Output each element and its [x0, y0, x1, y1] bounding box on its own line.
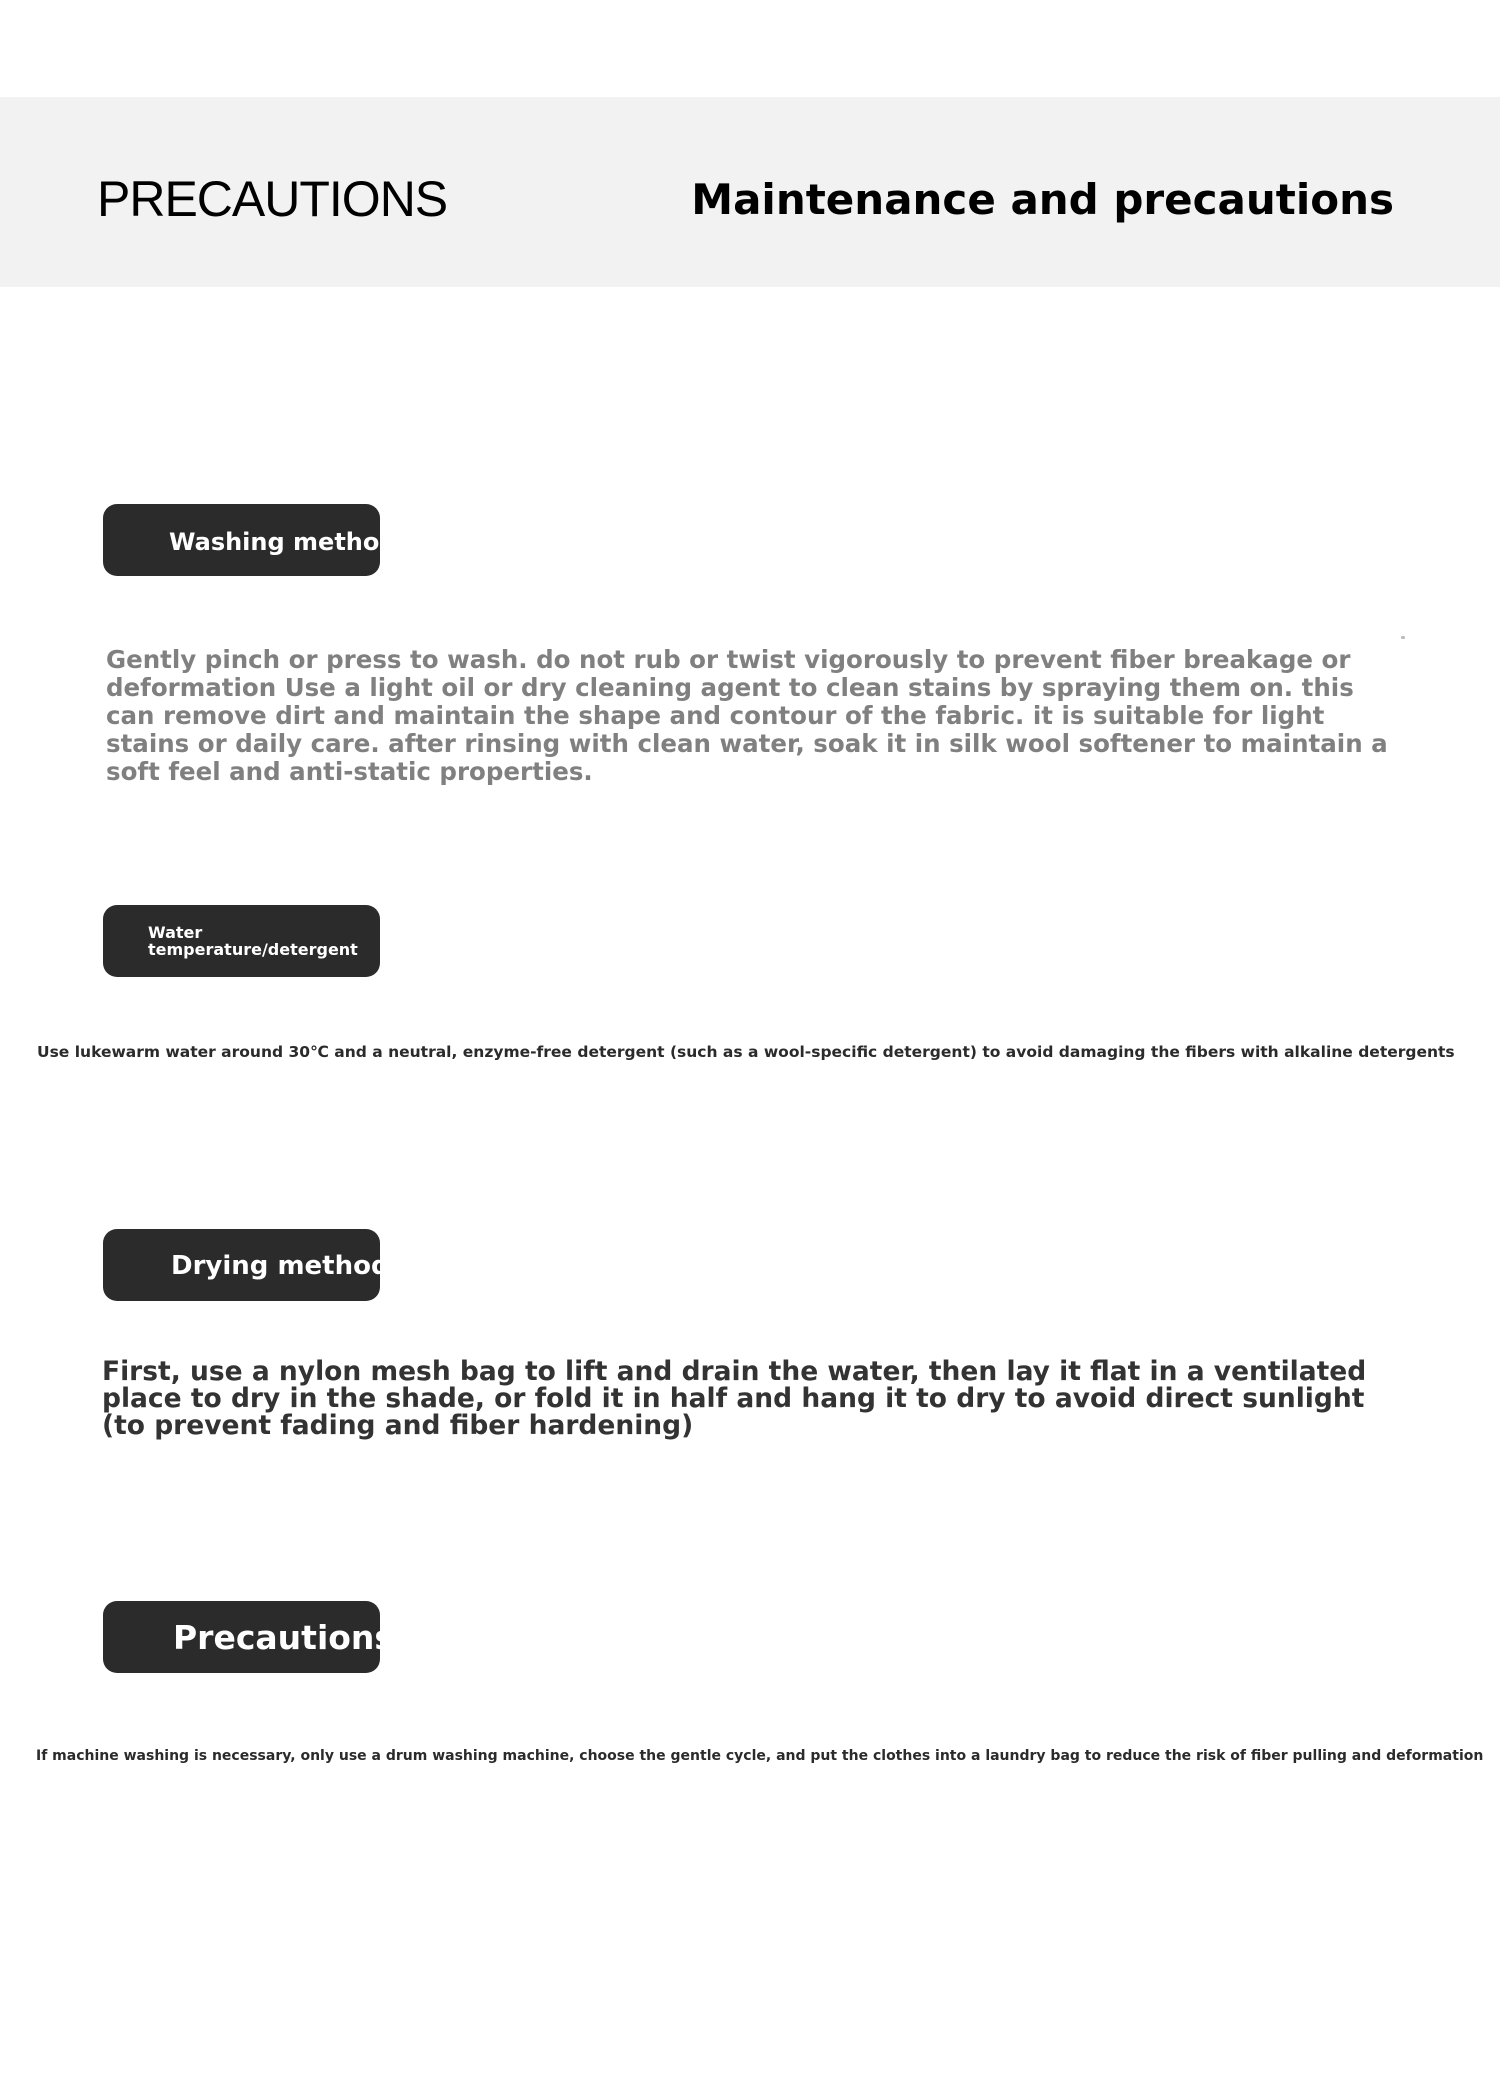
header-right-title: Maintenance and precautions: [691, 175, 1394, 224]
header-left-title: PRECAUTIONS: [97, 171, 448, 227]
decorative-speck: [1401, 636, 1405, 639]
water-temperature-label: Water temperature/detergent: [148, 923, 358, 959]
washing-method-label: Washing method: [169, 528, 397, 556]
water-temperature-text: Use lukewarm water around 30℃ and a neutral, enzyme-free detergent (such as a wool-specific detergent) to avoid damaging the fibers with alkaline detergents: [37, 1043, 1455, 1061]
drying-method-text: First, use a nylon mesh bag to lift and drain the water, then lay it flat in a ventilated place to dry in the shade, or fold it in half and hang it to dry to avoid direct sunlight (to prevent fading and fiber hardening): [102, 1356, 1367, 1441]
drying-method-pill: [103, 1229, 390, 1301]
precautions-pill: [103, 1601, 395, 1673]
washing-method-pill: [103, 504, 397, 576]
precautions-label: Precautions: [173, 1618, 395, 1657]
precautions-text: If machine washing is necessary, only use a drum washing machine, choose the gentle cycle, and put the clothes into a laundry bag to reduce the risk of fiber pulling and deformation: [36, 1748, 1484, 1764]
water-temperature-pill: [103, 905, 380, 977]
drying-method-label: Drying method: [171, 1251, 390, 1281]
washing-method-text: Gently pinch or press to wash. do not rub or twist vigorously to prevent fiber breakage or deformation Use a light oil or dry cleaning agent to clean stains by spraying them on. this can remove dirt and maintain the shape and contour of the fabric. it is suitable for light stains or daily care. after rinsing with clean water, soak it in silk wool softener to maintain a soft feel and anti-static properties.: [106, 645, 1388, 786]
